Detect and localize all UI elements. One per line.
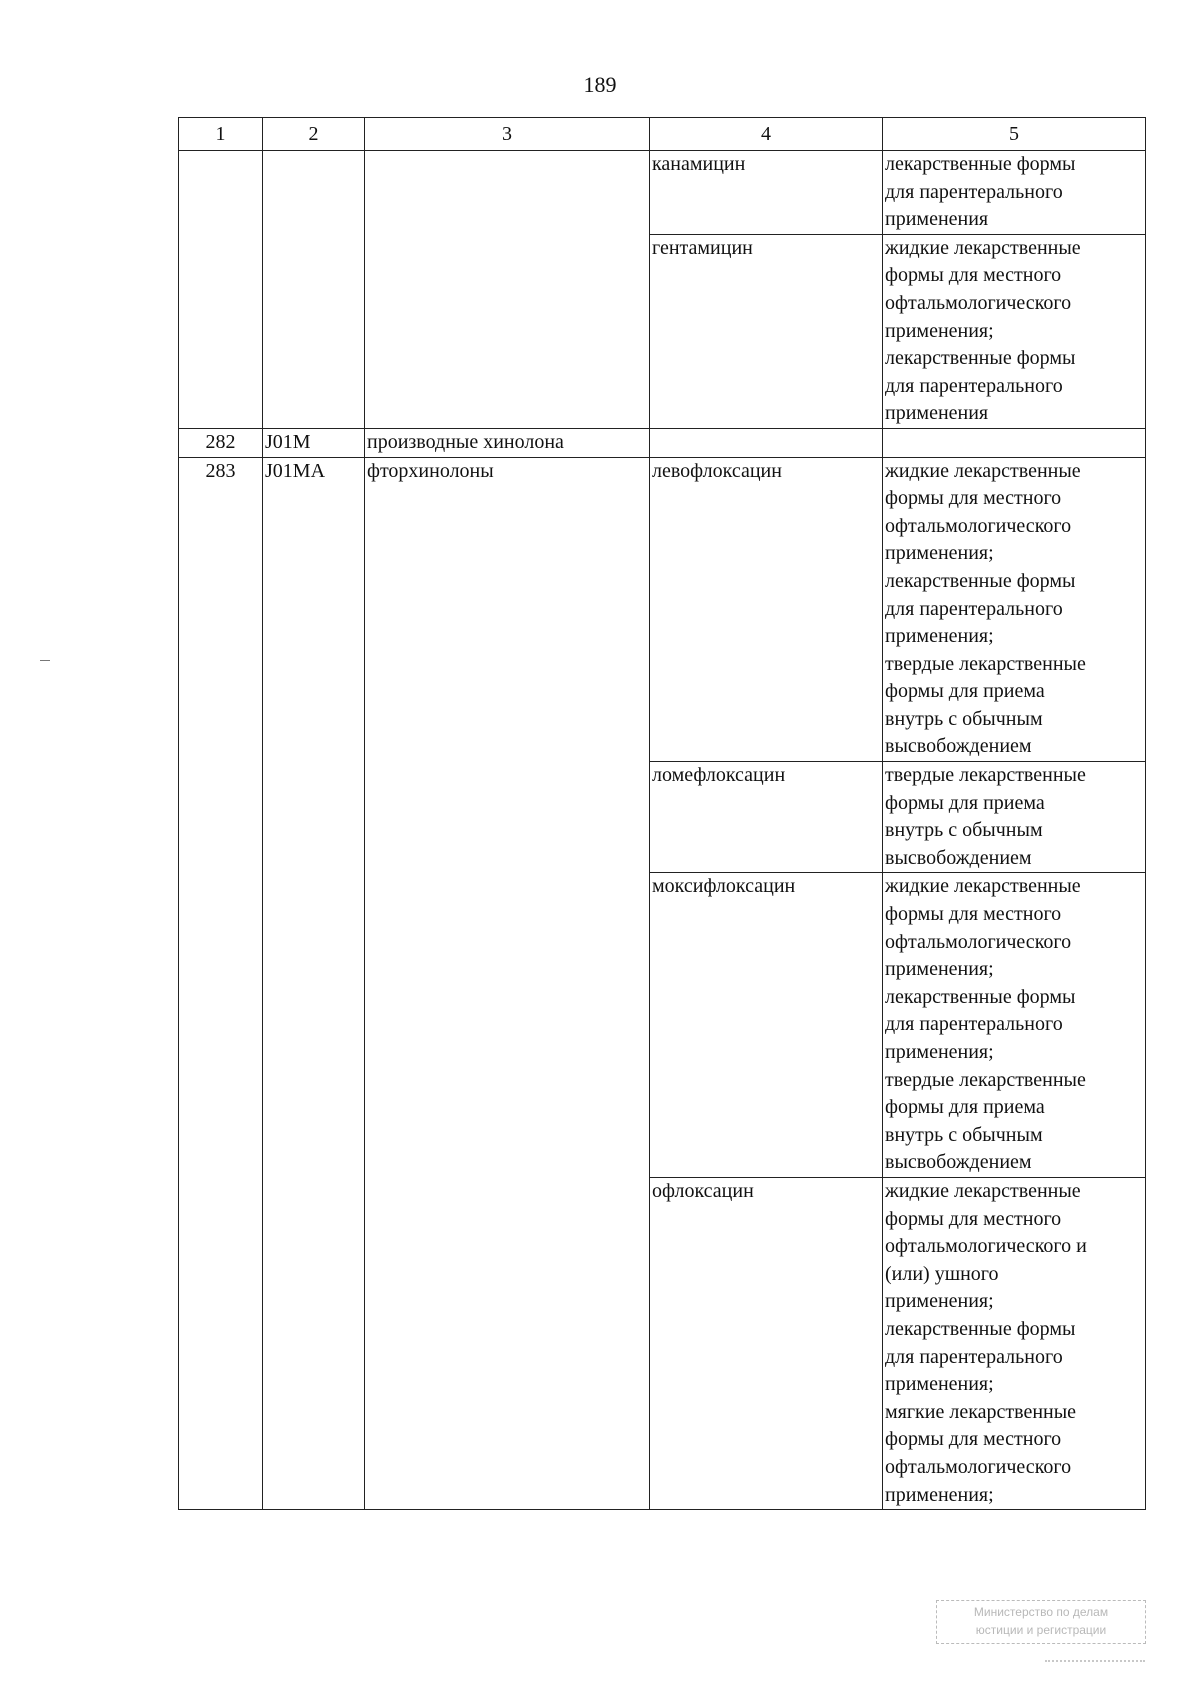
dosage-form-line: лекарственные формы [885,1317,1076,1340]
dosage-form-line: твердые лекарственные [885,1068,1086,1091]
dosage-form-line: высвобождением [885,846,1032,869]
drug-name-cell: ломефлоксацин [650,762,883,873]
atc-code-cell: J01M [263,428,365,457]
column-header-4: 4 [650,118,883,151]
group-name-cell: производные хинолона [365,428,650,457]
dosage-form-line: лекарственные формы [885,347,1076,370]
dosage-form-line: формы для приема [885,791,1045,814]
dosage-form-line: высвобождением [885,1151,1032,1174]
dosage-form-line: офтальмологического [885,514,1072,537]
dosage-form-line: офтальмологического и [885,1235,1087,1258]
registration-stamp [936,1600,1146,1644]
dosage-forms-cell [883,234,1146,428]
table-row [179,457,1146,762]
atc-code-cell: J01MA [263,457,365,1510]
dosage-form-line: формы для местного [885,903,1062,926]
dosage-form-line: формы для местного [885,264,1062,287]
dosage-forms-cell [883,151,1146,235]
dosage-forms-cell [883,762,1146,873]
margin-mark [40,660,50,661]
dosage-form-line: жидкие лекарственные [885,459,1081,482]
dosage-form-line: офтальмологического [885,1455,1072,1478]
dosage-form-line: твердые лекарственные [885,652,1086,675]
drug-name-cell: моксифлоксацин [650,873,883,1178]
dosage-form-line: формы для местного [885,1207,1062,1230]
dosage-forms-cell [883,1177,1146,1509]
dosage-form-line: применения [885,208,989,231]
drug-name-cell: гентамицин [650,234,883,428]
atc-code-cell [263,151,365,429]
drug-name-cell: левофлоксацин [650,457,883,762]
dosage-form-line: применения; [885,1041,994,1063]
row-number-cell: 283 [179,457,263,1510]
dosage-form-line: формы для местного [885,487,1062,510]
drug-name-cell: офлоксацин [650,1177,883,1509]
drug-name-cell [650,428,883,457]
dosage-form-line: внутрь с обычным [885,707,1043,730]
table-row [179,428,1146,457]
dosage-form-line: для парентерального [885,597,1063,620]
dosage-form-line: твердые лекарственные [885,764,1086,787]
dosage-form-line: высвобождением [885,735,1032,758]
dosage-form-line: лекарственные формы [885,985,1076,1008]
dosage-form-line: применения; [885,542,994,565]
dosage-form-line: применения [885,402,989,425]
group-name-cell [365,151,650,429]
dosage-form-line: для парентерального [885,1345,1063,1368]
dosage-form-line: формы для приема [885,680,1045,703]
column-header-2: 2 [263,118,365,151]
table-row [179,151,1146,235]
dosage-form-line: офтальмологического [885,291,1072,314]
dosage-forms-cell [883,873,1146,1178]
dosage-forms-cell [883,428,1146,457]
dosage-form-line: жидкие лекарственные [885,875,1081,898]
dosage-form-line: применения; [885,1373,994,1396]
dosage-form-line: применения; [885,1483,994,1506]
dosage-form-line: (или) ушного [885,1262,999,1285]
group-name-cell: фторхинолоны [365,457,650,1510]
dosage-form-line: внутрь с обычным [885,1123,1043,1146]
dosage-form-line: лекарственные формы [885,569,1076,592]
column-header-3: 3 [365,118,650,151]
dosage-form-line: лекарственные формы [885,153,1076,175]
column-header-1: 1 [179,118,263,151]
stamp-line-2: юстиции и регистрации [975,1623,1107,1637]
column-header-5: 5 [883,118,1146,151]
page-number: 189 [583,72,617,97]
row-number-cell: 282 [179,428,263,457]
dosage-form-line: для парентерального [885,374,1063,397]
dosage-form-line: для парентерального [885,180,1063,203]
dosage-form-line: применения; [885,1290,994,1313]
drug-list-table [178,117,1146,1510]
dosage-form-line: жидкие лекарственные [885,236,1081,259]
drug-name-cell: канамицин [650,151,883,235]
table-header-row [179,118,1146,151]
dosage-form-line: для парентерального [885,1013,1063,1036]
row-number-cell [179,151,263,429]
dosage-forms-cell [883,457,1146,762]
dosage-form-line: мягкие лекарственные [885,1400,1077,1423]
dosage-form-line: применения; [885,958,994,981]
dosage-form-line: формы для приема [885,1096,1045,1119]
dosage-form-line: применения; [885,319,994,342]
stamp-line-1: Министерство по делам [973,1605,1109,1619]
dosage-form-line: внутрь с обычным [885,819,1043,842]
dosage-form-line: офтальмологического [885,930,1072,953]
dosage-form-line: формы для местного [885,1428,1062,1451]
stamp-dots [1045,1660,1145,1665]
dosage-form-line: применения; [885,625,994,648]
dosage-form-line: жидкие лекарственные [885,1179,1081,1202]
